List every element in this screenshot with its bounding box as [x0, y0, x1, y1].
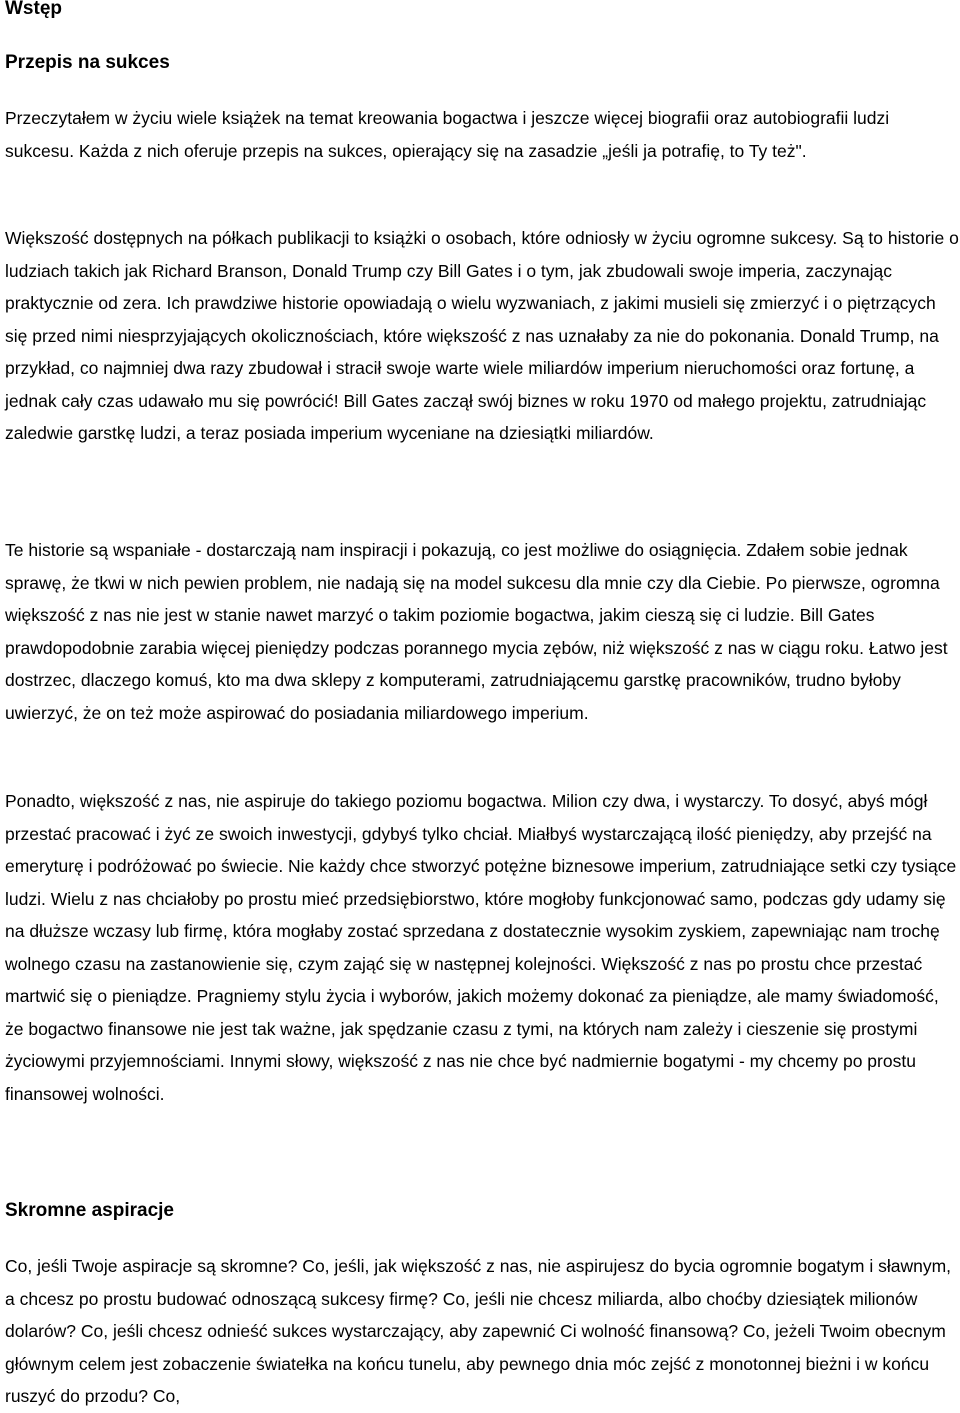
paragraph-problem: Te historie są wspaniałe - dostarczają nam inspiracji i pokazują, co jest możliwe do osiągnięcia. Zdałem sobie jednak sprawę, że tkwi w nich pewien problem, nie nadają się na model sukcesu dla mnie czy dla Ciebie. Po pierwsze, ogromna większość z nas nie jest w stanie nawet marzyć o takim poziomie bogactwa, jakim cieszą się ci ludzie. Bill Gates prawdopodobnie zarabia więcej pieniędzy podczas porannego mycia zębów, niż większość z nas w ciągu roku. Łatwo jest dostrzec, dlaczego komuś, kto ma dwa sklepy z komputerami, zatrudniającemu garstkę pracowników, trudno byłoby uwierzyć, że on też może aspirować do posiadania miliardowego imperium.: [5, 540, 948, 723]
paragraph-modest-aspirations: Co, jeśli Twoje aspiracje są skromne? Co, jeśli, jak większość z nas, nie aspirujesz do bycia ogromnie bogatym i sławnym, a chcesz po prostu budować odnoszącą sukcesy firmę? Co, jeśli nie chcesz miliarda, albo choćby dziesiątek milionów dolarów? Co, jeśli chcesz odnieść sukces wystarczający, aby zapewnić Ci wolność finansową? Co, jeżeli Twoim obecnym głównym celem jest zobaczenie światełka na końcu tunelu, aby pewnego dnia móc zejść z monotonnej bieżni i w końcu ruszyć do przodu? Co,: [5, 1256, 952, 1406]
paragraph-financial-freedom: Ponadto, większość z nas, nie aspiruje do takiego poziomu bogactwa. Milion czy dwa, i wystarczy. To dosyć, abyś mógł przestać pracować i żyć ze swoich inwestycji, gdybyś tylko chciał. Miałbyś wystarczającą ilość pieniędzy, aby przejść na emeryturę i podróżować po świecie. Nie każdy chce stworzyć potężne biznesowe imperium, zatrudniające setki czy tysiące ludzi. Wielu z nas chciałoby po prostu mieć przedsiębiorstwo, które mogłoby funkcjonować samo, podczas gdy udamy się na dłuższe wczasy lub firmę, która mogłaby zostać sprzedana z dostatecznie wysokim zyskiem, zapewniając nam trochę wolnego czasu na zastanowienie się, czym zająć się w następnej kolejności. Większość z nas po prostu chce przestać martwić się o pieniądze. Pragniemy stylu życia i wyborów, jakich możemy dokonać za pieniądze, ale mamy świadomość, że bogactwo finansowe nie jest tak ważne, jak spędzanie czasu z tymi, na których nam zależy i cieszenie się prostymi życiowymi przyjemnościami. Innymi słowy, większość z nas nie chce być nadmiernie bogatymi - my chcemy po prostu finansowej wolności.: [5, 791, 957, 1104]
paragraph-intro: Przeczytałem w życiu wiele książek na temat kreowania bogactwa i jeszcze więcej biografii oraz autobiografii ludzi sukcesu. Każda z nich oferuje przepis na sukces, opierający się na zasadzie „jeśli ja potrafię, to Ty też".: [5, 108, 890, 161]
section-title-skromne-aspiracje: Skromne aspiracje: [5, 1200, 174, 1221]
chapter-title: Wstęp: [5, 0, 62, 19]
section-title-przepis-na-sukces: Przepis na sukces: [5, 52, 170, 73]
paragraph-success-stories: Większość dostępnych na półkach publikacji to książki o osobach, które odniosły w życiu ogromne sukcesy. Są to historie o ludziach takich jak Richard Branson, Donald Trump czy Bill Gates i o tym, jak zbudowali swoje imperia, zaczynając praktycznie od zera. Ich prawdziwe historie opowiadają o wielu wyzwaniach, z jakimi musieli się zmierzyć i o piętrzących się przed nimi niesprzyjających okolicznościach, które większość z nas uznałaby za nie do pokonania. Donald Trump, na przykład, co najmniej dwa razy zbudował i stracił swoje warte wiele miliardów imperium nieruchomości oraz fortunę, a jednak cały czas udawało mu się powrócić! Bill Gates zaczął swój biznes w roku 1970 od małego projektu, zatrudniając zaledwie garstkę ludzi, a teraz posiada imperium wyceniane na dziesiątki miliardów.: [5, 228, 959, 443]
